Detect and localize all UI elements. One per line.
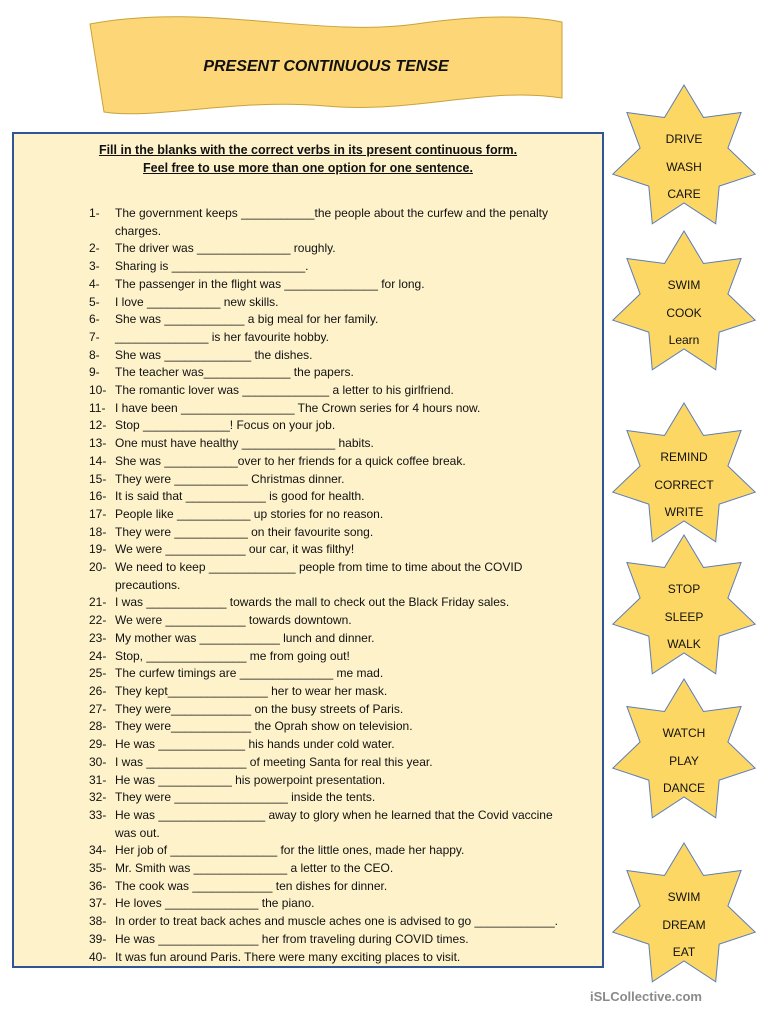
item-text: precautions. [115,577,181,592]
list-item [82,471,594,489]
item-text: They were____________ on the busy streets of Paris. [115,701,404,716]
list-item [82,665,594,683]
list-item [82,718,594,736]
watermark: iSLCollective.com [590,989,702,1004]
item-number: 24- [89,648,107,663]
item-number: 26- [89,683,107,698]
item-number: 29- [89,737,107,752]
list-item [82,594,594,612]
item-text: They were ___________ on their favourite song. [115,524,374,539]
item-text: The curfew timings are ______________ me mad. [115,666,384,681]
item-text: The cook was ____________ ten dishes for dinner. [115,878,388,893]
item-number: 38- [89,914,107,929]
item-text: I love ___________ new skills. [115,294,279,309]
list-item [82,860,594,878]
word-bank-word: PLAY [669,753,699,768]
item-text: They were ___________ Christmas dinner. [115,471,345,486]
list-item [82,435,594,453]
list-item [82,648,594,666]
word-bank-star [609,841,759,991]
item-number: 3- [89,259,100,274]
list-item [82,311,594,329]
item-number: 14- [89,453,107,468]
item-number: 10- [89,383,107,398]
list-item [82,223,594,241]
list-item [82,506,594,524]
list-item [82,559,594,577]
item-number: 9- [89,365,100,380]
word-bank-word: REMIND [660,450,708,464]
item-number: 33- [89,807,107,822]
item-text: Her job of ________________ for the little ones, made her happy. [115,843,465,858]
word-bank-star [609,533,759,683]
item-number: 28- [89,719,107,734]
word-bank-word: WATCH [662,726,706,740]
item-text: In order to treat back aches and muscle aches one is advised to go ____________. [115,914,558,929]
word-bank-words [609,272,759,355]
item-text: He was _____________ his hands under cold water. [115,737,395,752]
list-item [82,294,594,312]
item-text: He was ___________ his powerpoint presentation. [115,772,386,787]
title-banner [86,8,566,120]
list-item [82,541,594,559]
item-number: 30- [89,754,107,769]
word-bank-star [609,229,759,379]
item-text: We need to keep _____________ people from time to time about the COVID [115,560,523,575]
item-number: 8- [89,347,100,362]
item-text: She was _____________ the dishes. [115,347,313,362]
word-bank-words [609,720,759,803]
list-item [82,400,594,418]
word-bank-word: DRIVE [665,132,703,146]
item-number: 22- [89,613,107,628]
item-number: 21- [89,595,107,610]
word-bank-word: CORRECT [654,477,714,492]
list-item [82,417,594,435]
sentence-list [82,205,594,966]
item-number: 2- [89,241,100,256]
item-text: Sharing is ____________________. [115,259,309,274]
instructions [14,141,602,177]
list-item [82,524,594,542]
item-number: 15- [89,471,107,486]
word-bank-word: DREAM [662,917,706,932]
item-number: 40- [89,949,107,964]
item-text: I was _______________ of meeting Santa for real this year. [115,754,433,769]
list-item [82,949,594,967]
list-item [82,347,594,365]
item-number: 17- [89,506,107,521]
item-number: 5- [89,294,100,309]
word-bank-words [609,126,759,209]
word-bank-word: WALK [667,637,701,651]
item-number: 6- [89,312,100,327]
item-text: He was ________________ away to glory when he learned that the Covid vaccine [115,807,553,822]
list-item [82,683,594,701]
word-bank-star [609,677,759,827]
item-number: 34- [89,843,107,858]
item-text: ______________ is her favourite hobby. [115,329,329,344]
list-item [82,789,594,807]
item-number: 36- [89,878,107,893]
item-text: The driver was ______________ roughly. [115,241,336,256]
item-text: Mr. Smith was ______________ a letter to the CEO. [115,861,394,876]
instruction-line: Fill in the blanks with the correct verbs in its present continuous form. [98,143,518,157]
item-text: We were ____________ our car, it was filthy! [115,542,355,557]
item-number: 11- [89,400,106,415]
item-number: 12- [89,418,107,433]
item-number: 39- [89,931,107,946]
word-bank-word: SLEEP [664,609,704,624]
item-text: He was _______________ her from traveling during COVID times. [115,931,469,946]
list-item [82,842,594,860]
item-number: 32- [89,790,107,805]
item-number: 16- [89,489,107,504]
list-item [82,701,594,719]
item-text: My mother was ____________ lunch and dinner. [115,630,375,645]
list-item [82,754,594,772]
item-text: The romantic lover was _____________ a letter to his girlfriend. [115,383,454,398]
item-text: Stop, _______________ me from going out! [115,648,350,663]
word-bank-star [609,83,759,233]
list-item [82,258,594,276]
item-text: The passenger in the flight was ______________ for long. [115,276,425,291]
instruction-line: Feel free to use more than one option for one sentence. [143,161,473,175]
item-number: 1- [89,206,100,220]
list-item [82,577,594,595]
list-item [82,895,594,913]
word-bank-word: WRITE [664,505,704,519]
list-item [82,630,594,648]
item-text: It was fun around Paris. There were many exciting places to visit. [115,949,461,964]
word-bank-word: STOP [667,582,701,596]
item-number: 31- [89,772,107,787]
item-text: charges. [115,223,162,238]
list-item [82,913,594,931]
item-text: People like ___________ up stories for no reason. [115,506,384,521]
item-number: 37- [89,896,107,911]
item-text: They kept_______________ her to wear her mask. [115,683,388,698]
item-text: The teacher was_____________ the papers. [115,365,354,380]
list-item [82,329,594,347]
list-item [82,772,594,790]
item-text: The government keeps ___________the people about the curfew and the penalty [115,206,548,220]
item-number: 4- [89,276,100,291]
word-bank-word: DANCE [662,781,705,795]
word-bank-word: EAT [672,945,696,959]
item-text: One must have healthy ______________ habits. [115,436,374,451]
list-item [82,825,594,843]
word-bank-words [609,576,759,659]
item-text: I have been _________________ The Crown series for 4 hours now. [115,400,481,415]
word-bank-words [609,884,759,967]
list-item [82,453,594,471]
item-number: 27- [89,701,107,716]
page-title: PRESENT CONTINUOUS TENSE [203,58,449,75]
list-item [82,878,594,896]
item-number: 13- [89,436,107,451]
item-text: They were____________ the Oprah show on television. [115,719,413,734]
list-item [82,276,594,294]
list-item [82,240,594,258]
list-item [82,807,594,825]
word-bank-word: COOK [666,305,702,320]
item-text: Stop _____________! Focus on your job. [115,418,336,433]
item-text: It is said that ____________ is good for health. [115,489,365,504]
list-item [82,364,594,382]
item-text: She was ____________ a big meal for her family. [115,312,379,327]
item-number: 25- [89,666,107,681]
word-bank-word: SWIM [667,278,701,292]
item-number: 23- [89,630,107,645]
item-number: 19- [89,542,107,557]
word-bank-word: WASH [666,159,702,174]
word-bank-word: CARE [667,187,701,201]
item-number: 20- [89,560,107,575]
list-item [82,736,594,754]
item-number: 35- [89,861,107,876]
list-item [82,488,594,506]
list-item [82,382,594,400]
list-item [82,931,594,949]
item-text: was out. [115,825,160,840]
item-text: We were ____________ towards downtown. [115,613,352,628]
word-bank-word: Learn [668,333,700,347]
item-text: I was ____________ towards the mall to check out the Black Friday sales. [115,595,510,610]
list-item [82,612,594,630]
word-bank-star [609,401,759,551]
item-number: 7- [89,329,100,344]
list-item [82,205,594,223]
word-bank-words [609,444,759,527]
item-text: They were _________________ inside the tents. [115,790,376,805]
item-text: She was ___________over to her friends for a quick coffee break. [115,453,466,468]
word-bank-word: SWIM [667,890,701,904]
item-text: He loves ______________ the piano. [115,896,315,911]
item-number: 18- [89,524,107,539]
